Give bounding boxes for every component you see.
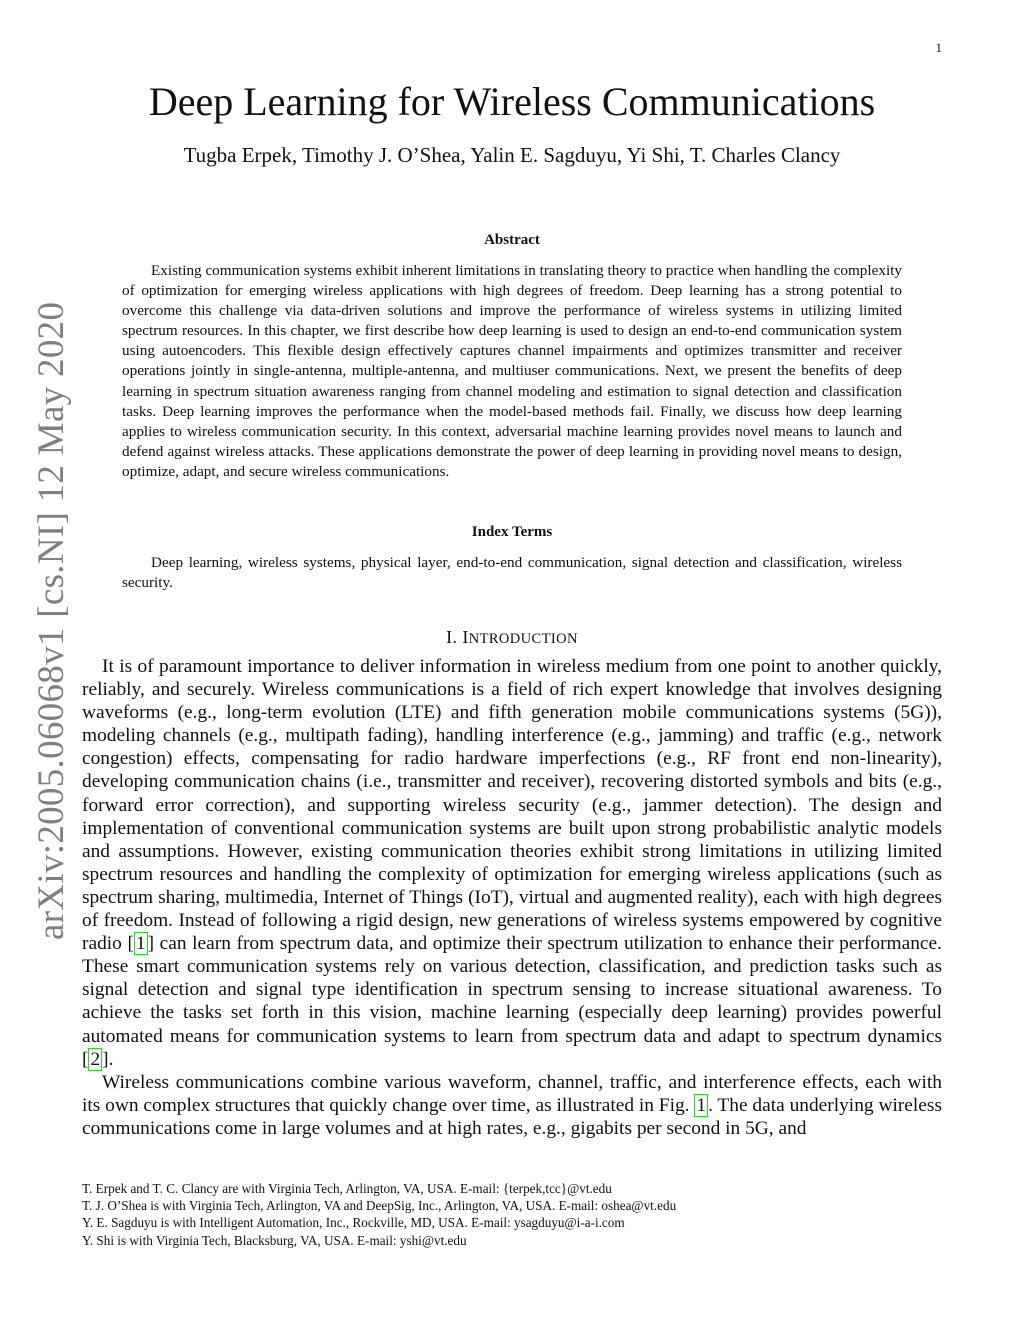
paragraph-text: . The data underlying wireless communications come in large volumes and at high rates, e.g., gigabits per second in 5G, and <box>82 1094 942 1139</box>
arxiv-identifier: arXiv:2005.06068v1 [cs.NI] 12 May 2020 <box>31 301 72 940</box>
page-number: 1 <box>935 40 942 55</box>
paragraph-text: . <box>108 1048 114 1070</box>
paragraph <box>82 1071 942 1140</box>
body-text <box>82 655 942 1140</box>
paragraph-text: Wireless communications combine various waveform, channel, traffic, and interference effects, each with its own complex structures that quickly change over time, as illustrated in Fig. <box>82 1071 942 1116</box>
section-title-initial: I <box>462 627 469 647</box>
index-terms-text: Deep learning, wireless systems, physical layer, end-to-end communication, signal detection and classification, wireless security. <box>122 554 902 592</box>
abstract-heading: Abstract <box>484 232 540 248</box>
paragraph-text: can learn from spectrum data, and optimize their spectrum utilization to enhance their performance. These smart communication systems rely on various detection, classification, and prediction tasks such as signal detection and signal type identification in spectrum sensing to increase situational awareness. To achieve the tasks set forth in this vision, machine learning (especially deep learning) provides powerful automated means for communication systems to learn from spectrum data and adapt to spectrum dynamics <box>82 933 942 1047</box>
citation-link[interactable]: 1 <box>135 933 146 955</box>
paragraph-text: It is of paramount importance to deliver information in wireless medium from one point to another quickly, reliably, and securely. Wireless communications is a field of rich expert knowledge that involves designing waveforms (e.g., long-term evolution (LTE) and fifth generation mobile communications systems (5G)), modeling channels (e.g., multipath fading), handling interference (e.g., jamming) and traffic (e.g., network congestion) effects, compensating for radio hardware imperfections (e.g., RF front end non-linearity), developing communication chains (i.e., transmitter and receiver), recovering distorted symbols and bits (e.g., forward error correction), and supporting wireless security (e.g., jammer detection). The design and implementation of conventional communication systems are built upon strong probabilistic analytic models and assumptions. However, existing communication theories exhibit strong limitations in utilizing limited spectrum resources and handling the complexity of optimization for emerging wireless applications (such as spectrum sharing, multimedia, Internet of Things (IoT), virtual and augmented reality), each with high degrees of freedom. Instead of following a rigid design, new generations of wireless systems empowered by cognitive radio <box>82 656 942 955</box>
section-title-rest: NTRODUCTION <box>468 631 578 647</box>
abstract-text: Existing communication systems exhibit inherent limitations in translating theory to practice when handling the complexity of optimization for emerging wireless applications with high degrees of freedom. Deep learning has a strong potential to overcome this challenge via data-driven solutions and improve the performance of wireless systems in utilizing limited spectrum resources. In this chapter, we first describe how deep learning is used to design an end-to-end communication system using autoencoders. This flexible design effectively captures channel impairments and optimizes transmitter and receiver operations jointly in single-antenna, multiple-antenna, and multiuser communications. Next, we present the benefits of deep learning in spectrum situation awareness ranging from channel modeling and estimation to signal detection and classification tasks. Deep learning improves the performance when the model-based methods fail. Finally, we discuss how deep learning applies to wireless communication security. In this context, adversarial machine learning provides novel means to launch and defend against wireless attacks. These applications demonstrate the power of deep learning in providing novel means to design, optimize, adapt, and secure wireless communications. <box>122 262 902 480</box>
index-terms-heading: Index Terms <box>471 524 553 540</box>
citation-link[interactable]: 2 <box>90 1048 101 1070</box>
section-heading-introduction <box>0 627 1024 648</box>
footnote: T. J. O’Shea is with Virginia Tech, Arlington, VA and DeepSig, Inc., Arlington, VA, USA. E-mail: oshea@vt.edu <box>82 1198 677 1214</box>
section-number: I. <box>446 627 458 647</box>
paper-title: Deep Learning for Wireless Communications <box>148 79 876 124</box>
figure-link[interactable]: 1 <box>696 1094 707 1116</box>
author-list: Tugba Erpek, Timothy J. O’Shea, Yalin E. Sagduyu, Yi Shi, T. Charles Clancy <box>183 143 841 167</box>
footnotes <box>82 1180 942 1249</box>
footnote: Y. E. Sagduyu is with Intelligent Automation, Inc., Rockville, MD, USA. E-mail: ysagduyu@i-a-i.com <box>82 1215 625 1231</box>
paragraph: It is of paramount importance to deliver information in wireless medium from one point to another quickly, reliably, and securely. Wireless communications is a field of rich expert knowledge that involves designing waveforms (e.g., long-term evolution (LTE) and fifth generation mobile communications systems (5G)), modeling channels (e.g., multipath fading), handling interference (e.g., jamming) and traffic (e.g., network congestion) effects, compensating for radio hardware imperfections (e.g., RF front end non-linearity), developing communication chains (i.e., transmitter and receiver), recovering distorted symbols and bits (e.g., forward error correction), and supporting wireless security (e.g., jammer detection). The design and implementation of conventional communication systems are built upon strong probabilistic analytic models and assumptions. However, existing communication theories exhibit strong limitations in utilizing limited spectrum resources and handling the complexity of optimization for emerging wireless applications (such as spectrum sharing, multimedia, Internet of Things (IoT), virtual and augmented reality), each with high degrees of freedom. Instead of following a rigid design, new generations of wireless systems empowered by cognitive radio [ 1 ] can learn from spectrum data, and optimize their spectrum utilization to enhance their performance. These smart communication systems rely on various detection, classification, and prediction tasks such as signal detection and signal type identification in spectrum sensing to increase situational awareness. To achieve the tasks set forth in this vision, machine learning (especially deep learning) provides powerful automated means for communication systems to learn from spectrum data and adapt to spectrum dynamics [ 2 ]. <box>82 656 942 1070</box>
footnote: T. Erpek and T. C. Clancy are with Virginia Tech, Arlington, VA, USA. E-mail: {terpek,tcc}@vt.edu <box>82 1181 612 1196</box>
footnote: Y. Shi is with Virginia Tech, Blacksburg, VA, USA. E-mail: yshi@vt.edu <box>82 1232 467 1248</box>
